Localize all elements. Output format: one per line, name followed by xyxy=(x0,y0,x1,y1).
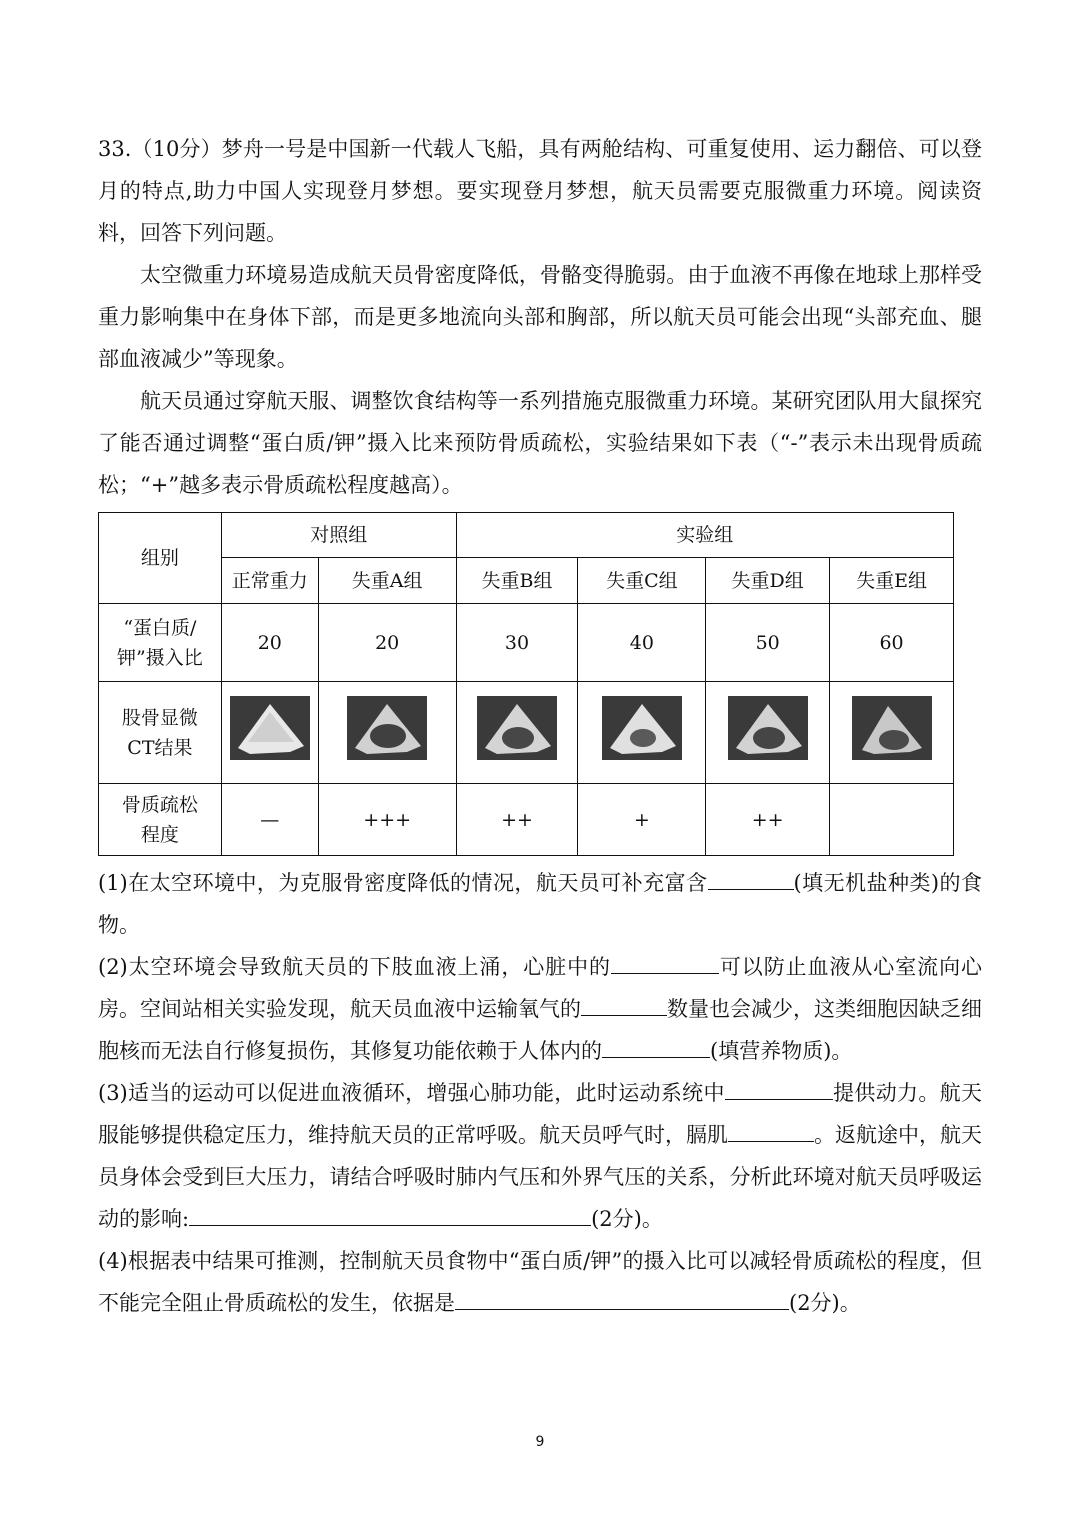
answer-blank[interactable] xyxy=(455,1283,789,1310)
ct-image-e xyxy=(852,696,932,760)
ct-image-b xyxy=(477,696,557,760)
osteo-value xyxy=(830,784,954,856)
osteo-value: + xyxy=(578,784,706,856)
answer-blank[interactable] xyxy=(602,1031,710,1058)
osteo-value: ++ xyxy=(456,784,578,856)
answer-blank[interactable] xyxy=(189,1199,591,1226)
group-name: 失重B组 xyxy=(456,558,578,604)
ratio-value: 30 xyxy=(456,604,578,682)
sub-question-3: (3)适当的运动可以促进血液循环，增强心肺功能，此时运动系统中 提供动力。航天服能够提供稳定压力，维持航天员的正常呼吸。航天员呼气时，膈肌 。返航途中，航天员身体会受到巨大压力，请结合呼吸时肺内气压和外界气压的关系，分析此环境对航天员呼吸运动的影响: (2分)。 xyxy=(98,1072,982,1240)
ct-image-a xyxy=(347,696,427,760)
exam-page xyxy=(98,128,982,1324)
answer-blank[interactable] xyxy=(728,1115,814,1142)
ratio-row-label: “蛋白质/钾”摄入比 xyxy=(99,604,222,682)
ratio-value: 20 xyxy=(318,604,456,682)
answer-blank[interactable] xyxy=(611,947,719,974)
group-name: 失重E组 xyxy=(830,558,954,604)
group-name: 失重A组 xyxy=(318,558,456,604)
answer-blank[interactable] xyxy=(581,989,667,1016)
group-name: 失重C组 xyxy=(578,558,706,604)
material-paragraph-1: 太空微重力环境易造成航天员骨密度降低，骨骼变得脆弱。由于血液不再像在地球上那样受重力影响集中在身体下部，而是更多地流向头部和胸部，所以航天员可能会出现“头部充血、腿部血液减少”等现象。 xyxy=(98,263,982,371)
sub-question-1: (1)在太空环境中，为克服骨密度降低的情况，航天员可补充富含 (填无机盐种类)的食物。 xyxy=(98,862,982,946)
ratio-value: 60 xyxy=(830,604,954,682)
material-paragraph-2: 航天员通过穿航天服、调整饮食结构等一系列措施克服微重力环境。某研究团队用大鼠探究了能否通过调整“蛋白质/钾”摄入比来预防骨质疏松，实验结果如下表（“-”表示未出现骨质疏松；“+”越多表示骨质疏松程度越高）。 xyxy=(98,389,982,497)
group-name: 失重D组 xyxy=(706,558,830,604)
ct-image-c xyxy=(602,696,682,760)
answer-blank[interactable] xyxy=(708,863,794,890)
group-name: 正常重力 xyxy=(221,558,318,604)
ct-image-d xyxy=(728,696,808,760)
ct-row-label: 股骨显微CT结果 xyxy=(99,682,222,784)
ct-image-normal xyxy=(230,696,310,760)
osteo-value: ++ xyxy=(706,784,830,856)
answer-blank[interactable] xyxy=(725,1073,833,1100)
osteo-value: +++ xyxy=(318,784,456,856)
ratio-value: 40 xyxy=(578,604,706,682)
page-number: 9 xyxy=(535,1434,545,1450)
control-group-header: 对照组 xyxy=(221,513,456,558)
sub-question-2: (2)太空环境会导致航天员的下肢血液上涌，心脏中的 可以防止血液从心室流向心房。空间站相关实验发现，航天员血液中运输氧气的 数量也会减少，这类细胞因缺乏细胞核而无法自行修复损伤，其修复功能依赖于人体内的 (填营养物质)。 xyxy=(98,946,982,1072)
ratio-value: 50 xyxy=(706,604,830,682)
results-table xyxy=(98,512,954,856)
ratio-value: 20 xyxy=(221,604,318,682)
osteo-row-label: 骨质疏松程度 xyxy=(99,784,222,856)
experiment-group-header: 实验组 xyxy=(456,513,953,558)
sub-question-4: (4)根据表中结果可推测，控制航天员食物中“蛋白质/钾”的摄入比可以减轻骨质疏松的程度，但不能完全阻止骨质疏松的发生，依据是 (2分)。 xyxy=(98,1249,982,1315)
question-intro: 33.（10分）梦舟一号是中国新一代载人飞船，具有两舱结构、可重复使用、运力翻倍、可以登月的特点,助力中国人实现登月梦想。要实现登月梦想，航天员需要克服微重力环境。阅读资料，回答下列问题。 xyxy=(98,137,982,245)
group-header: 组别 xyxy=(99,513,222,604)
osteo-value: — xyxy=(221,784,318,856)
